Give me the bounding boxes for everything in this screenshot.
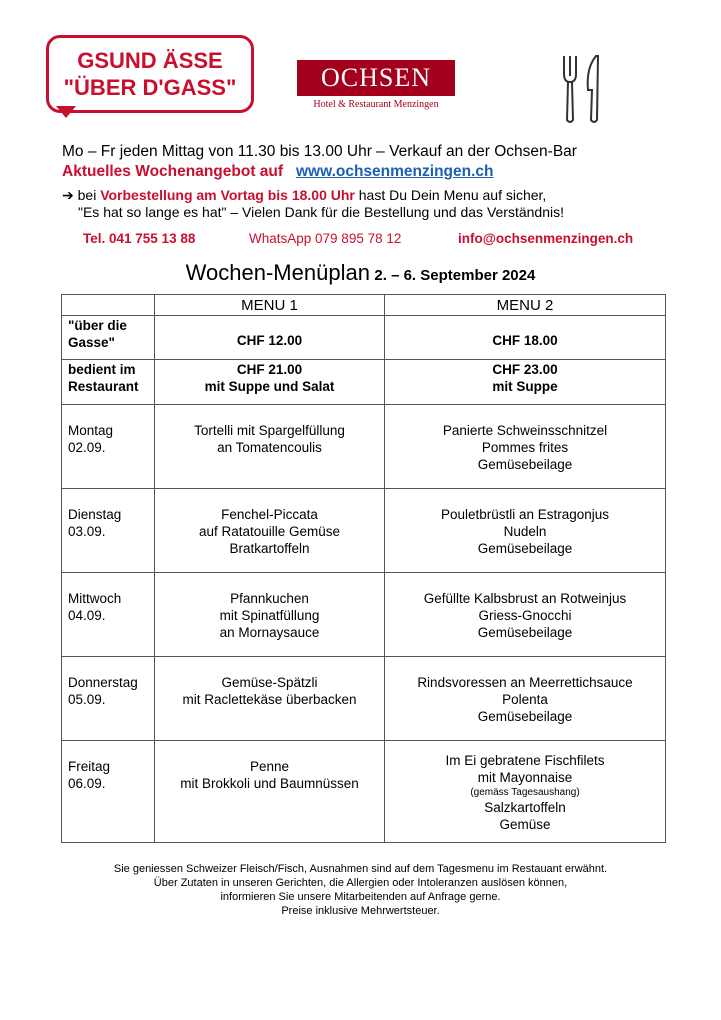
speech-bubble-tail [56, 106, 76, 118]
weekly-offer-label: Aktuelles Wochenangebot auf [62, 163, 284, 180]
day-row-tuesday [62, 489, 666, 573]
menu-1-dish: Tortelli mit Spargelfüllung an Tomatencoulis [155, 405, 385, 489]
footer-line-1: Sie geniessen Schweizer Fleisch/Fisch, Ausnahmen sind auf dem Tagesmenu im Restauant erwähnt. [113, 863, 608, 875]
phone-number[interactable]: Tel. 041 755 13 88 [83, 231, 196, 246]
menu-1-dish: Penne mit Brokkoli und Baumnüssen [155, 741, 385, 843]
title-dates: 2. – 6. September 2024 [374, 267, 536, 284]
footer-notes [0, 862, 721, 918]
day-row-thursday [62, 657, 666, 741]
badge-text [46, 47, 254, 101]
preorder-line [62, 187, 546, 204]
day-row-wednesday [62, 573, 666, 657]
opening-hours: Mo – Fr jeden Mittag von 11.30 bis 13.00 Uhr – Verkauf an der Ochsen-Bar [62, 143, 577, 160]
preorder-post: hast Du Dein Menu auf sicher, [358, 187, 547, 203]
arrow-icon: ➔ [62, 187, 74, 203]
footer-line-3: informieren Sie unsere Mitarbeitenden auf Anfrage gerne. [220, 891, 501, 903]
menu-2-dish: Panierte Schweinsschnitzel Pommes frites Gemüsebeilage [385, 405, 666, 489]
price-menu-2: CHF 18.00 [385, 316, 666, 360]
day-label: Freitag 06.09. [62, 741, 155, 843]
thanks-line: "Es hat so lange es hat" – Vielen Dank für die Bestellung und das Verständnis! [78, 204, 564, 220]
email-address[interactable]: info@ochsenmenzingen.ch [458, 231, 634, 246]
day-label: Donnerstag 05.09. [62, 657, 155, 741]
day-row-monday [62, 405, 666, 489]
logo-name: OCHSEN [320, 63, 431, 92]
price-menu-2: CHF 23.00 mit Suppe [385, 360, 666, 405]
price-label: "über die Gasse" [62, 316, 155, 360]
price-label: bedient im Restaurant [62, 360, 155, 405]
day-label: Mittwoch 04.09. [62, 573, 155, 657]
menu-table [61, 294, 666, 843]
menu-2-dish: Gefüllte Kalbsbrust an Rotweinjus Griess-Gnocchi Gemüsebeilage [385, 573, 666, 657]
menu-2-dish: Rindsvoressen an Meerrettichsauce Polenta Gemüsebeilage [385, 657, 666, 741]
menu-2-dish-note: (gemäss Tagesaushang) [470, 787, 580, 798]
badge-line-1: GSUND ÄSSE [77, 48, 223, 73]
fork-knife-icon [560, 54, 606, 124]
whatsapp-number[interactable]: WhatsApp 079 895 78 12 [249, 231, 402, 246]
day-label: Montag 02.09. [62, 405, 155, 489]
logo-subtitle: Hotel & Restaurant Menzingen [313, 99, 439, 110]
price-row-takeaway [62, 316, 666, 360]
price-row-restaurant [62, 360, 666, 405]
header-empty-cell [62, 295, 155, 316]
title-main: Wochen-Menüplan [185, 260, 370, 285]
footer-line-4: Preise inklusive Mehrwertsteuer. [281, 905, 440, 917]
day-label: Dienstag 03.09. [62, 489, 155, 573]
day-row-friday [62, 741, 666, 843]
footer-line-2: Über Zutaten in unseren Gerichten, die Allergien oder Intoleranzen auslösen können, [153, 877, 568, 889]
table-header-row [62, 295, 666, 316]
price-menu-1: CHF 21.00 mit Suppe und Salat [155, 360, 385, 405]
page-title [0, 260, 721, 286]
weekly-offer-line [62, 163, 494, 181]
header-menu-2: MENU 2 [385, 295, 666, 316]
header-menu-1: MENU 1 [155, 295, 385, 316]
menu-1-dish: Pfannkuchen mit Spinatfüllung an Mornaysauce [155, 573, 385, 657]
menu-2-dish-main: Im Ei gebratene Fischfilets mit Mayonnaise [445, 753, 605, 785]
preorder-deadline: Vorbestellung am Vortag bis 18.00 Uhr [100, 187, 355, 203]
preorder-pre: bei [77, 187, 97, 203]
website-link[interactable]: www.ochsenmenzingen.ch [295, 163, 494, 180]
menu-2-dish-sides: Salzkartoffeln Gemüse [484, 800, 566, 832]
menu-1-dish: Gemüse-Spätzli mit Raclettekäse überbacken [155, 657, 385, 741]
menu-2-dish: Pouletbrüstli an Estragonjus Nudeln Gemüsebeilage [385, 489, 666, 573]
menu-2-dish [385, 741, 666, 843]
price-menu-1: CHF 12.00 [155, 316, 385, 360]
menu-1-dish: Fenchel-Piccata auf Ratatouille Gemüse Bratkartoffeln [155, 489, 385, 573]
badge-line-2: "ÜBER D'GASS" [63, 75, 237, 100]
